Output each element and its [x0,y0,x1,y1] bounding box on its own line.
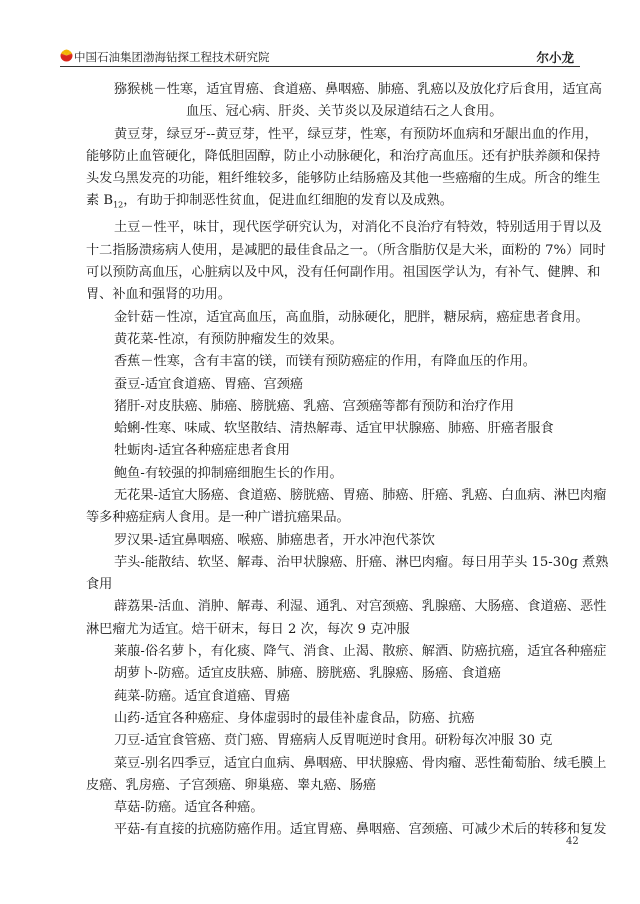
cnpc-logo-icon [60,49,73,62]
paragraph-kiwi: 猕猴桃－性寒，适宜胃癌、食道癌、鼻咽癌、肺癌、乳癌以及放化疗后食用，适宜高 血压、冠心病、肝炎、关节炎以及尿道结石之人食用。 [114,82,602,120]
paragraph-monk-fruit: 罗汉果-适宜鼻咽癌、喉癌、肺癌患者，开水冲泡代茶饮 [114,532,435,548]
author-name: 尔小龙 [536,50,574,65]
paragraph-climbing-fig: 薜荔果-活血、消肿、解毒、利湿、通乳、对宫颈癌、乳腺癌、大肠癌、食道癌、恶性 淋巴瘤尤为适宜。焙干研末，每日 2 次，每次 9 克冲服 [86,599,607,637]
paragraph-fig: 无花果-适宜大肠癌、食道癌、膀胱癌、胃癌、肺癌、肝癌、乳癌、白血病、淋巴肉瘤 等多种癌症病人食用。是一种广谱抗癌果品。 [86,487,607,526]
paragraph-oyster-mushroom: 平菇-有直接的抗癌防癌作用。适宜胃癌、鼻咽癌、宫颈癌、可减少术后的转移和复发 [114,822,607,838]
organization-name: 中国石油集团渤海钻探工程技术研究院 [74,50,270,64]
document-body [75,79,609,842]
paragraph-enoki: 金针菇－性凉，适宜高血压，高血脂，动脉硬化，肥胖，糖尿病，癌症患者食用。 [114,309,589,325]
paragraph-abalone: 鲍鱼-有较强的抑制癌细胞生长的作用。 [114,465,343,481]
paragraph-broad-bean: 蚕豆-适宜食道癌、胃癌、宫颈癌 [114,376,304,392]
paragraph-kidney-bean: 菜豆-别名四季豆，适宜白血病、鼻咽癌、甲状腺癌、骨肉瘤、恶性葡萄胎、绒毛膜上 皮癌、乳房癌、子宫颈癌、卵巢癌、睾丸癌、肠癌 [86,755,607,793]
paragraph-radish: 莱菔-俗名萝卜，有化痰、降气、消食、止渴、散瘀、解酒、防癌抗癌，适宜各种癌症 [114,644,607,660]
page-header [60,48,580,67]
paragraph-taro: 芋头-能散结、软坚、解毒、治甲状腺癌、肝癌、淋巴肉瘤。每日用芋头 15-30g 煮熟 食用 [86,554,609,593]
paragraph-sword-bean: 刀豆-适宜食管癌、贲门癌、胃癌病人反胃呃逆时食用。研粉每次冲服 30 克 [114,733,553,749]
paragraph-daylily: 黄花菜-性凉，有预防肿瘤发生的效果。 [114,331,343,347]
paragraph-yam: 山药-适宜各种癌症、身体虚弱时的最佳补虚食品，防癌、抗癌 [114,710,475,726]
paragraph-clam: 蛤蜊-性寒、味咸、软坚散结、清热解毒、适宜甲状腺癌、肺癌、肝癌者服食 [114,421,554,437]
paragraph-water-shield: 莼菜-防癌。适宜食道癌、胃癌 [114,688,290,704]
paragraph-potato: 土豆－性平，味甘，现代医学研究认为，对消化不良治疗有特效，特别适用于胃以及 十二指肠溃疡病人使用，是减肥的最佳食品之一。（所含脂肪仅是大米，面粉的 7%）同时 可以预防高血压，心脏病以及中风，没有任何副作用。祖国医学认为，有补气、健脾、和 胃、补血和强肾的功用。 [86,220,606,303]
paragraph-oyster: 牡蛎肉-适宜各种癌症患者食用 [114,443,290,459]
paragraph-carrot: 胡萝卜-防癌。适宜皮肤癌、肺癌、膀胱癌、乳腺癌、肠癌、食道癌 [114,666,501,682]
paragraph-banana: 香蕉－性寒，含有丰富的镁，而镁有预防癌症的作用，有降血压的作用。 [114,354,536,370]
paragraph-pork-liver: 猪肝-对皮肤癌、肺癌、膀胱癌、乳癌、宫颈癌等都有预防和治疗作用 [114,398,515,414]
paragraph-bean-sprouts: 黄豆芽，绿豆牙--黄豆芽，性平，绿豆芽，性寒，有预防坏血病和牙龈出血的作用， 能够防止血管硬化，降低胆固醇，防止小动脉硬化，和治疗高血压。还有护肤养颜和保持 头发乌黑发亮的功能，粗纤维较多，能够防止结肠癌及其他一些癌瘤的生成。所含的维生 素 $B_{12}$，有助于抑制恶性贫血，促进血红细胞的发育以及成熟。 [86,126,601,211]
paragraph-straw-mushroom: 草菇-防癌。适宜各种癌。 [114,800,264,816]
page-number: 42 [566,836,579,847]
